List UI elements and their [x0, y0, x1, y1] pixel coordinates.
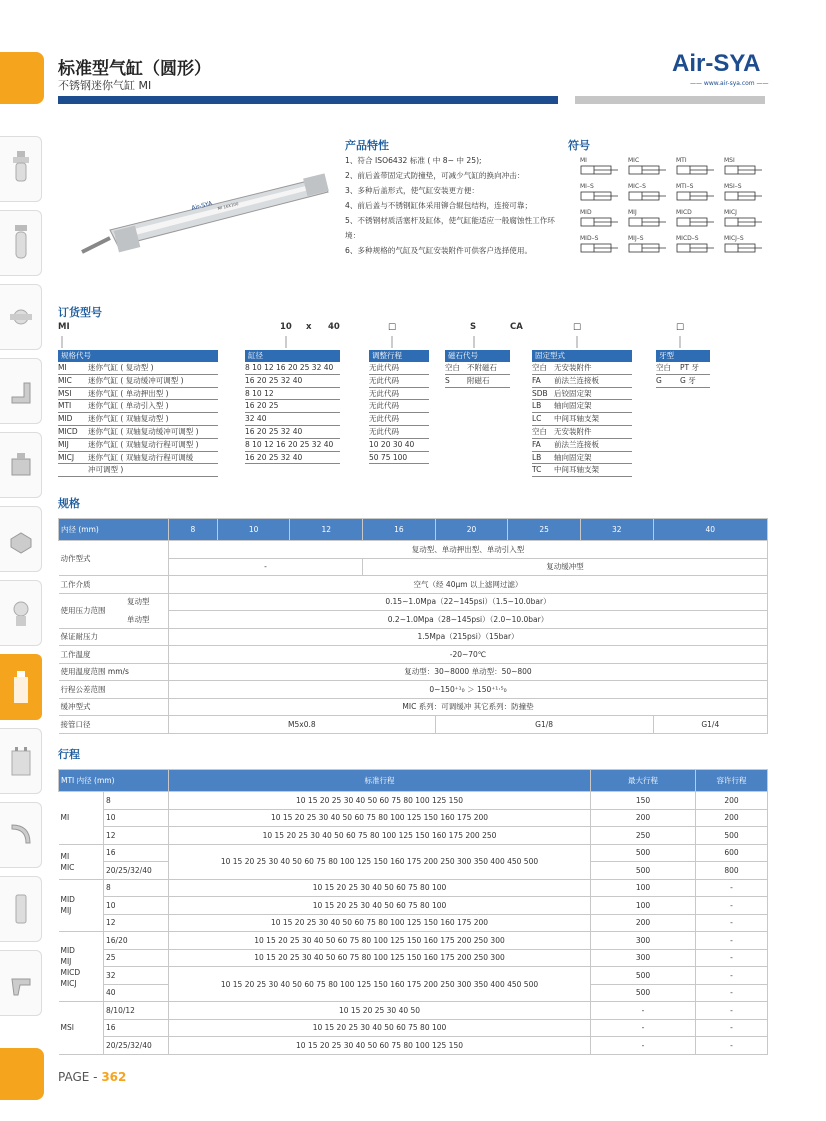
- feature-item: 2、前后盖带固定式防撞垫，可减少气缸的换向冲击：: [345, 171, 525, 180]
- side-nav-cylinder-icon[interactable]: [0, 654, 42, 720]
- table-row: MSI 8/10/12 10 15 20 25 30 40 50 - -: [59, 1002, 768, 1020]
- table-row: 20/25/32/40 10 15 20 25 30 40 50 60 75 80 100 125 150 - -: [59, 1037, 768, 1055]
- side-nav-tube-icon[interactable]: [0, 802, 42, 868]
- brand-logo: Air-SYA: [672, 50, 761, 77]
- order-table-t1: 规格代号 MI 迷你气缸 ( 复动型 ) MIC 迷你气缸 ( 复动缓冲可调型 ) MSI 迷你气缸 ( 单动押出型 ) MTI 迷你气缸 ( 单动引入型 ) MID 迷你气缸 ( 双轴复动型 ) MICD 迷你气缸 ( 双轴复动缓冲可调型 ) MIJ 迷你气缸 ( 双轴复动行程可调型 ) MICJ 迷你气缸 ( 双轴复动行程可调缓 冲可调型 ): [58, 350, 218, 477]
- side-nav-fitting-icon[interactable]: [0, 284, 42, 350]
- table-row: 10 10 15 20 25 30 40 50 60 75 80 100 125 150 160 175 200 200 200: [59, 809, 768, 827]
- brand-url: —— www.air-sya.com ——: [690, 80, 769, 87]
- spec-table: 内径 (mm) 8 10 12 16 20 25 32 40 动作型式 复动型、单动押出型、单动引入型 - 复动缓冲型 工作介质 空气（经 40μm 以上滤网过滤） 使用压力范围 复动型 0.15~1.0Mpa（22~145psi）（1.5~10.0bar） 单动型 0.2~1.0Mpa（28~145psi）（2.0~10.0bar） 保证耐压力 1.5Mpa（215psi）（15bar） 工作温度 -20~70℃ 使用温度范围 mm/s 复动型：30~8000 单动型：50~800 行程公差范围 0~150⁺¹₀ ＞ 150⁺¹·⁵₀ 缓冲型式 MIC 系列：可调缓冲 其它系列：防撞垫 接管口径 M5x0.8 G1/8 G1/4: [58, 518, 768, 734]
- cylinder-sub-label: MI 16X100: [217, 200, 239, 211]
- table-row: 12 10 15 20 25 30 40 50 60 75 80 100 125 150 160 175 200 250 250 500: [59, 827, 768, 845]
- features-title: 产品特性: [345, 139, 389, 152]
- side-nav-solenoid-icon[interactable]: [0, 506, 42, 572]
- order-table-t6: 牙型 空白 PT 牙 G G 牙: [656, 350, 710, 388]
- page-subtitle: 不锈钢迷你气缸 MI: [58, 79, 152, 92]
- model-code-mount: CA: [510, 322, 523, 332]
- symbols-title: 符号: [568, 139, 590, 152]
- order-table-t5: 固定型式 空白 无安装附件 FA 前法兰连接板 SDB 后铰固定架 LB 轴向固定架 LC 中间耳轴支架 空白 无安装附件 FA 前法兰连接板 LB 轴向固定架 TC 中间耳轴支架: [532, 350, 632, 477]
- side-nav-regulator-icon[interactable]: [0, 580, 42, 646]
- model-code-bore: 10: [280, 322, 292, 332]
- symbol-11: MICD: [676, 209, 720, 228]
- spec-title: 规格: [58, 497, 80, 510]
- table-row: 10 10 15 20 25 30 40 50 60 75 80 100 100 -: [59, 897, 768, 915]
- model-code-x: x: [306, 322, 312, 332]
- symbol-16: MICJ–S: [724, 235, 768, 254]
- symbol-3: MTI: [676, 157, 720, 176]
- symbol-12: MICJ: [724, 209, 768, 228]
- model-code-adjust: □: [388, 322, 397, 332]
- symbol-14: MIJ–S: [628, 235, 672, 254]
- symbol-9: MID: [580, 209, 624, 228]
- side-nav-gun-icon[interactable]: [0, 950, 42, 1016]
- side-nav-filter-icon[interactable]: [0, 210, 42, 276]
- page-number: PAGE - 362: [58, 1070, 127, 1084]
- table-row: 32 10 15 20 25 30 40 50 60 75 80 100 125 150 160 175 200 250 300 350 400 450 500 500 -: [59, 967, 768, 985]
- side-nav-valve-icon[interactable]: [0, 432, 42, 498]
- feature-item: 6、多种规格的气缸及气缸安装附件可供客户选择使用。: [345, 246, 533, 255]
- header-bar-blue: [58, 96, 558, 104]
- feature-item: 4、前后盖与不锈钢缸体采用铆合辊包结构，连接可靠；: [345, 201, 533, 210]
- cylinder-label: Air-SYA: [190, 200, 213, 212]
- stroke-table: MTI 内径 (mm) 标准行程 最大行程 容许行程 MI 8 10 15 20 25 30 40 50 60 75 80 100 125 150 150 200 10 10 15 20 25 30 40 50 60 75 80 100 125 150 160 175 200 200 200 12 10 15 20 25 30 40 50 60 75 80 100 125 150 160 175 200 250 250 500 MI MIC 16 10 15 20 25 30 40 50 60 75 80 100 125 150 160 175 200 250 300 350 400 450 500 500 600 20/25/32/40 500 800 MID MIJ 8 10 15 20 25 30 40 50 60 75 80 100 100 - 10 10 15 20 25 30 40 50 60 75 80 100 100 - 12 10 15 20 25 30 40 50 60 75 80 100 125 150 160 175 200 200 - MID MIJ MICD MICJ 16/20 10 15 20 25 30 40 50 60 75 80 100 125 150 160 175 200 250 300 300 - 25 10 15 20 25 30 40 50 60 75 80 100 125 150 160 175 200 250 300 300 - 32 10 15 20 25 30 40 50 60 75 80 100 125 150 160 175 200 250 300 350 400 450 500 500 - 40 500 - MSI 8/10/12 10 15 20 25 30 40 50 - - 16 10 15 20 25 30 40 50 60 75 80 100 - - 20/25/32/40 10 15 20 25 30 40 50 60 75 80 100 125 150 - -: [58, 769, 768, 1055]
- order-table-t2: 缸径 8 10 12 16 20 25 32 40 16 20 25 32 40 8 10 12 16 20 25 32 40 16 20 25 32 40 8 10 12 16 20 25 32 40 16 20 25 32 40: [245, 350, 340, 464]
- page-title: 标准型气缸（圆形）: [58, 59, 211, 79]
- table-row: 12 10 15 20 25 30 40 50 60 75 80 100 125 150 160 175 200 200 -: [59, 914, 768, 932]
- side-nav-frl-icon[interactable]: [0, 136, 42, 202]
- symbol-1: MI: [580, 157, 624, 176]
- model-code-thread: □: [676, 322, 685, 332]
- cylinder-product-image: [70, 170, 340, 260]
- side-nav-elbow-icon[interactable]: [0, 358, 42, 424]
- section-tab-top: [0, 52, 44, 104]
- table-row: 20/25/32/40 500 800: [59, 862, 768, 880]
- model-code-stroke: 40: [328, 322, 340, 332]
- table-row: 25 10 15 20 25 30 40 50 60 75 80 100 125 150 160 175 200 250 300 300 -: [59, 949, 768, 967]
- model-code-magnet: S: [470, 322, 477, 332]
- section-tab-bottom: [0, 1048, 44, 1100]
- symbol-4: MSI: [724, 157, 768, 176]
- side-nav-manifold-icon[interactable]: [0, 728, 42, 794]
- feature-item: 1、符合 ISO6432 标准 ( 中 8~ 中 25);: [345, 156, 482, 165]
- features-list: [345, 153, 555, 258]
- symbol-6: MIC–S: [628, 183, 672, 202]
- order-table-t3: 调整行程 无此代码 无此代码 无此代码 无此代码 无此代码 无此代码 10 20 30 40 50 75 100: [369, 350, 429, 464]
- model-code-option: □: [573, 322, 582, 332]
- feature-item: 5、不锈钢材质活塞杆及缸体，使气缸能适应一般腐蚀性工作环境：: [345, 216, 555, 240]
- symbol-13: MID–S: [580, 235, 624, 254]
- table-row: 40 500 -: [59, 984, 768, 1002]
- header-bar-grey: [575, 96, 765, 104]
- table-row: MID MIJ MICD MICJ 16/20 10 15 20 25 30 40 50 60 75 80 100 125 150 160 175 200 250 300 300 -: [59, 932, 768, 950]
- symbol-15: MICD–S: [676, 235, 720, 254]
- table-row: MID MIJ 8 10 15 20 25 30 40 50 60 75 80 100 100 -: [59, 879, 768, 897]
- table-row: MI 8 10 15 20 25 30 40 50 60 75 80 100 125 150 150 200: [59, 792, 768, 810]
- model-code-series: MI: [58, 322, 70, 332]
- order-table-t4: 磁石代号 空白 不附磁石 S 附磁石: [445, 350, 510, 388]
- symbol-8: MSI–S: [724, 183, 768, 202]
- order-title: 订货型号: [58, 306, 102, 319]
- symbol-10: MIJ: [628, 209, 672, 228]
- symbol-7: MTI–S: [676, 183, 720, 202]
- feature-item: 3、多种后盖形式，使气缸安装更方便：: [345, 186, 479, 195]
- table-row: MI MIC 16 10 15 20 25 30 40 50 60 75 80 100 125 150 160 175 200 250 300 350 400 450 500 500 600: [59, 844, 768, 862]
- table-row: 16 10 15 20 25 30 40 50 60 75 80 100 - -: [59, 1019, 768, 1037]
- symbol-2: MIC: [628, 157, 672, 176]
- side-nav-silencer-icon[interactable]: [0, 876, 42, 942]
- stroke-title: 行程: [58, 748, 80, 761]
- symbol-5: MI–S: [580, 183, 624, 202]
